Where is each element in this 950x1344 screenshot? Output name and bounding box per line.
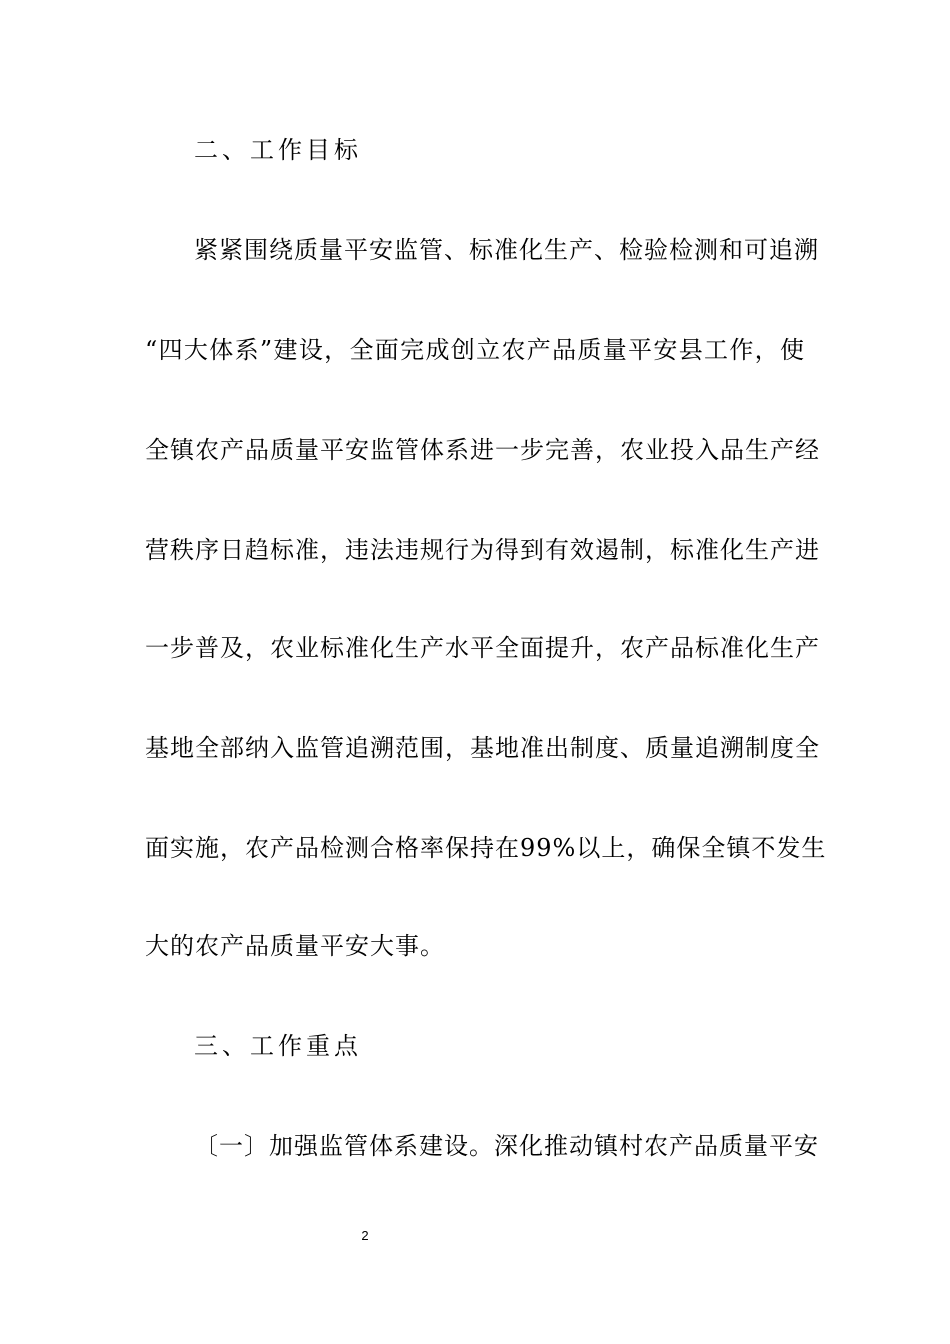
paragraph-line: “四大体系”建设，全面完成创立农产品质量平安县工作，使: [145, 336, 805, 364]
section-heading-goals: 二、工作目标: [194, 136, 362, 164]
page-number: 2: [361, 1228, 369, 1243]
paragraph-line: 基地全部纳入监管追溯范围，基地准出制度、质量追溯制度全: [145, 734, 820, 762]
paragraph-line: 全镇农产品质量平安监管体系进一步完善，农业投入品生产经: [145, 436, 820, 464]
paragraph-line: 紧紧围绕质量平安监管、标准化生产、检验检测和可追溯: [194, 236, 819, 264]
paragraph-line: 营秩序日趋标准，违法违规行为得到有效遏制，标准化生产进: [145, 536, 820, 564]
paragraph-line: 一步普及，农业标准化生产水平全面提升，农产品标准化生产: [145, 634, 820, 662]
paragraph-line-last: 大的农产品质量平安大事。: [145, 932, 445, 960]
paragraph-line: 〔一〕加强监管体系建设。深化推动镇村农产品质量平安: [194, 1132, 819, 1160]
section-heading-focus: 三、工作重点: [194, 1032, 362, 1060]
paragraph-line: 面实施，农产品检测合格率保持在99%以上，确保全镇不发生: [145, 834, 827, 862]
